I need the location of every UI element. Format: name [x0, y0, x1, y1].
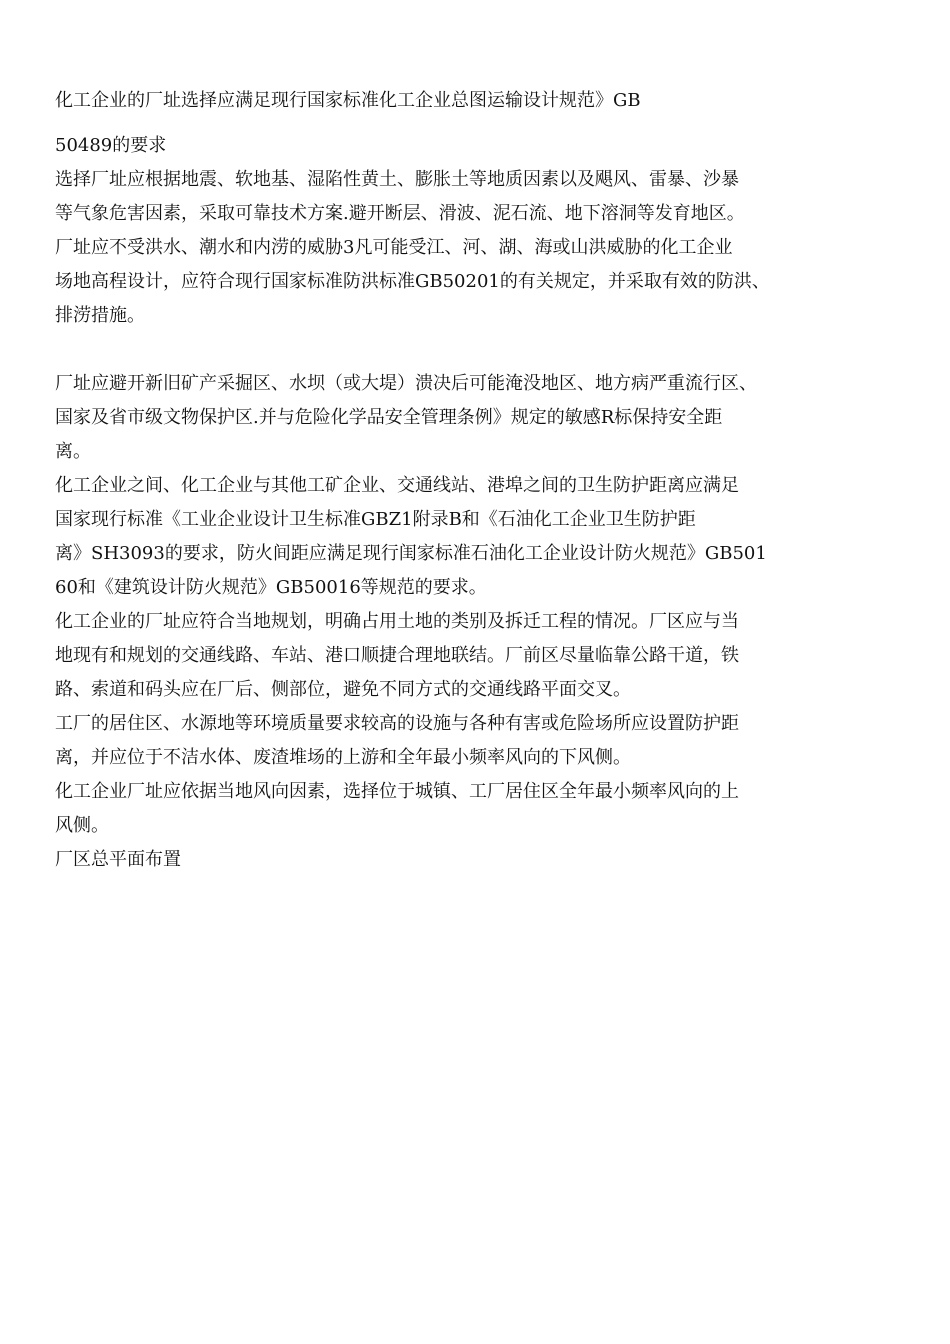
text-line: 化工企业厂址应依据当地风向因素，选择位于城镇、工厂居住区全年最小频率风向的上 [55, 781, 739, 802]
text-line: 离。 [55, 441, 91, 462]
text-line: 离，并应位于不洁水体、废渣堆场的上游和全年最小频率风向的下风侧。 [55, 747, 631, 768]
text-line: 选择厂址应根据地震、软地基、湿陷性黄土、膨胀土等地质因素以及飓风、雷暴、沙暴 [55, 169, 739, 190]
paragraph-gap [55, 333, 915, 367]
text-line: 厂区总平面布置 [55, 849, 181, 870]
text-line: 厂址应不受洪水、潮水和内涝的威胁3凡可能受江、河、湖、海或山洪威胁的化工企业 [55, 237, 733, 258]
text-line: 国家现行标准《工业企业设计卫生标准GBZ1附录B和《石油化工企业卫生防护距 [55, 509, 696, 530]
text-line: 化工企业的厂址应符合当地规划，明确占用土地的类别及拆迁工程的情况。厂区应与当 [55, 611, 739, 632]
text-line: 厂址应避开新旧矿产采掘区、水坝（或大堤）溃决后可能淹没地区、地方病严重流行区、 [55, 373, 757, 394]
text-line: 排涝措施。 [55, 305, 145, 326]
text-line: 化工企业之间、化工企业与其他工矿企业、交通线站、港埠之间的卫生防护距离应满足 [55, 475, 739, 496]
text-line: 离》SH3093的要求，防火间距应满足现行闺家标准石油化工企业设计防火规范》GB501 [55, 543, 767, 564]
document-body [55, 84, 915, 877]
text-line: 风侧。 [55, 815, 109, 836]
text-line: 场地高程设计，应符合现行国家标准防洪标准GB50201的有关规定，并采取有效的防洪、 [55, 271, 770, 292]
text-line: 国家及省市级文物保护区.并与危险化学品安全管理条例》规定的敏感R标保持安全距 [55, 407, 723, 428]
text-line: 60和《建筑设计防火规范》GB50016等规范的要求。 [55, 577, 487, 598]
text-line: 等气象危害因素，采取可靠技术方案.避开断层、滑波、泥石流、地下溶洞等发育地区。 [55, 203, 745, 224]
text-line: 路、索道和码头应在厂后、侧部位，避免不同方式的交通线路平面交叉。 [55, 679, 631, 700]
text-line: 化工企业的厂址选择应满足现行国家标准化工企业总图运输设计规范》GB [55, 90, 641, 111]
text-line: 地现有和规划的交通线路、车站、港口顺捷合理地联结。厂前区尽量临靠公路干道，铁 [55, 645, 739, 666]
text-line: 50489的要求 [55, 135, 167, 156]
text-line: 工厂的居住区、水源地等环境质量要求较高的设施与各种有害或危险场所应设置防护距 [55, 713, 739, 734]
